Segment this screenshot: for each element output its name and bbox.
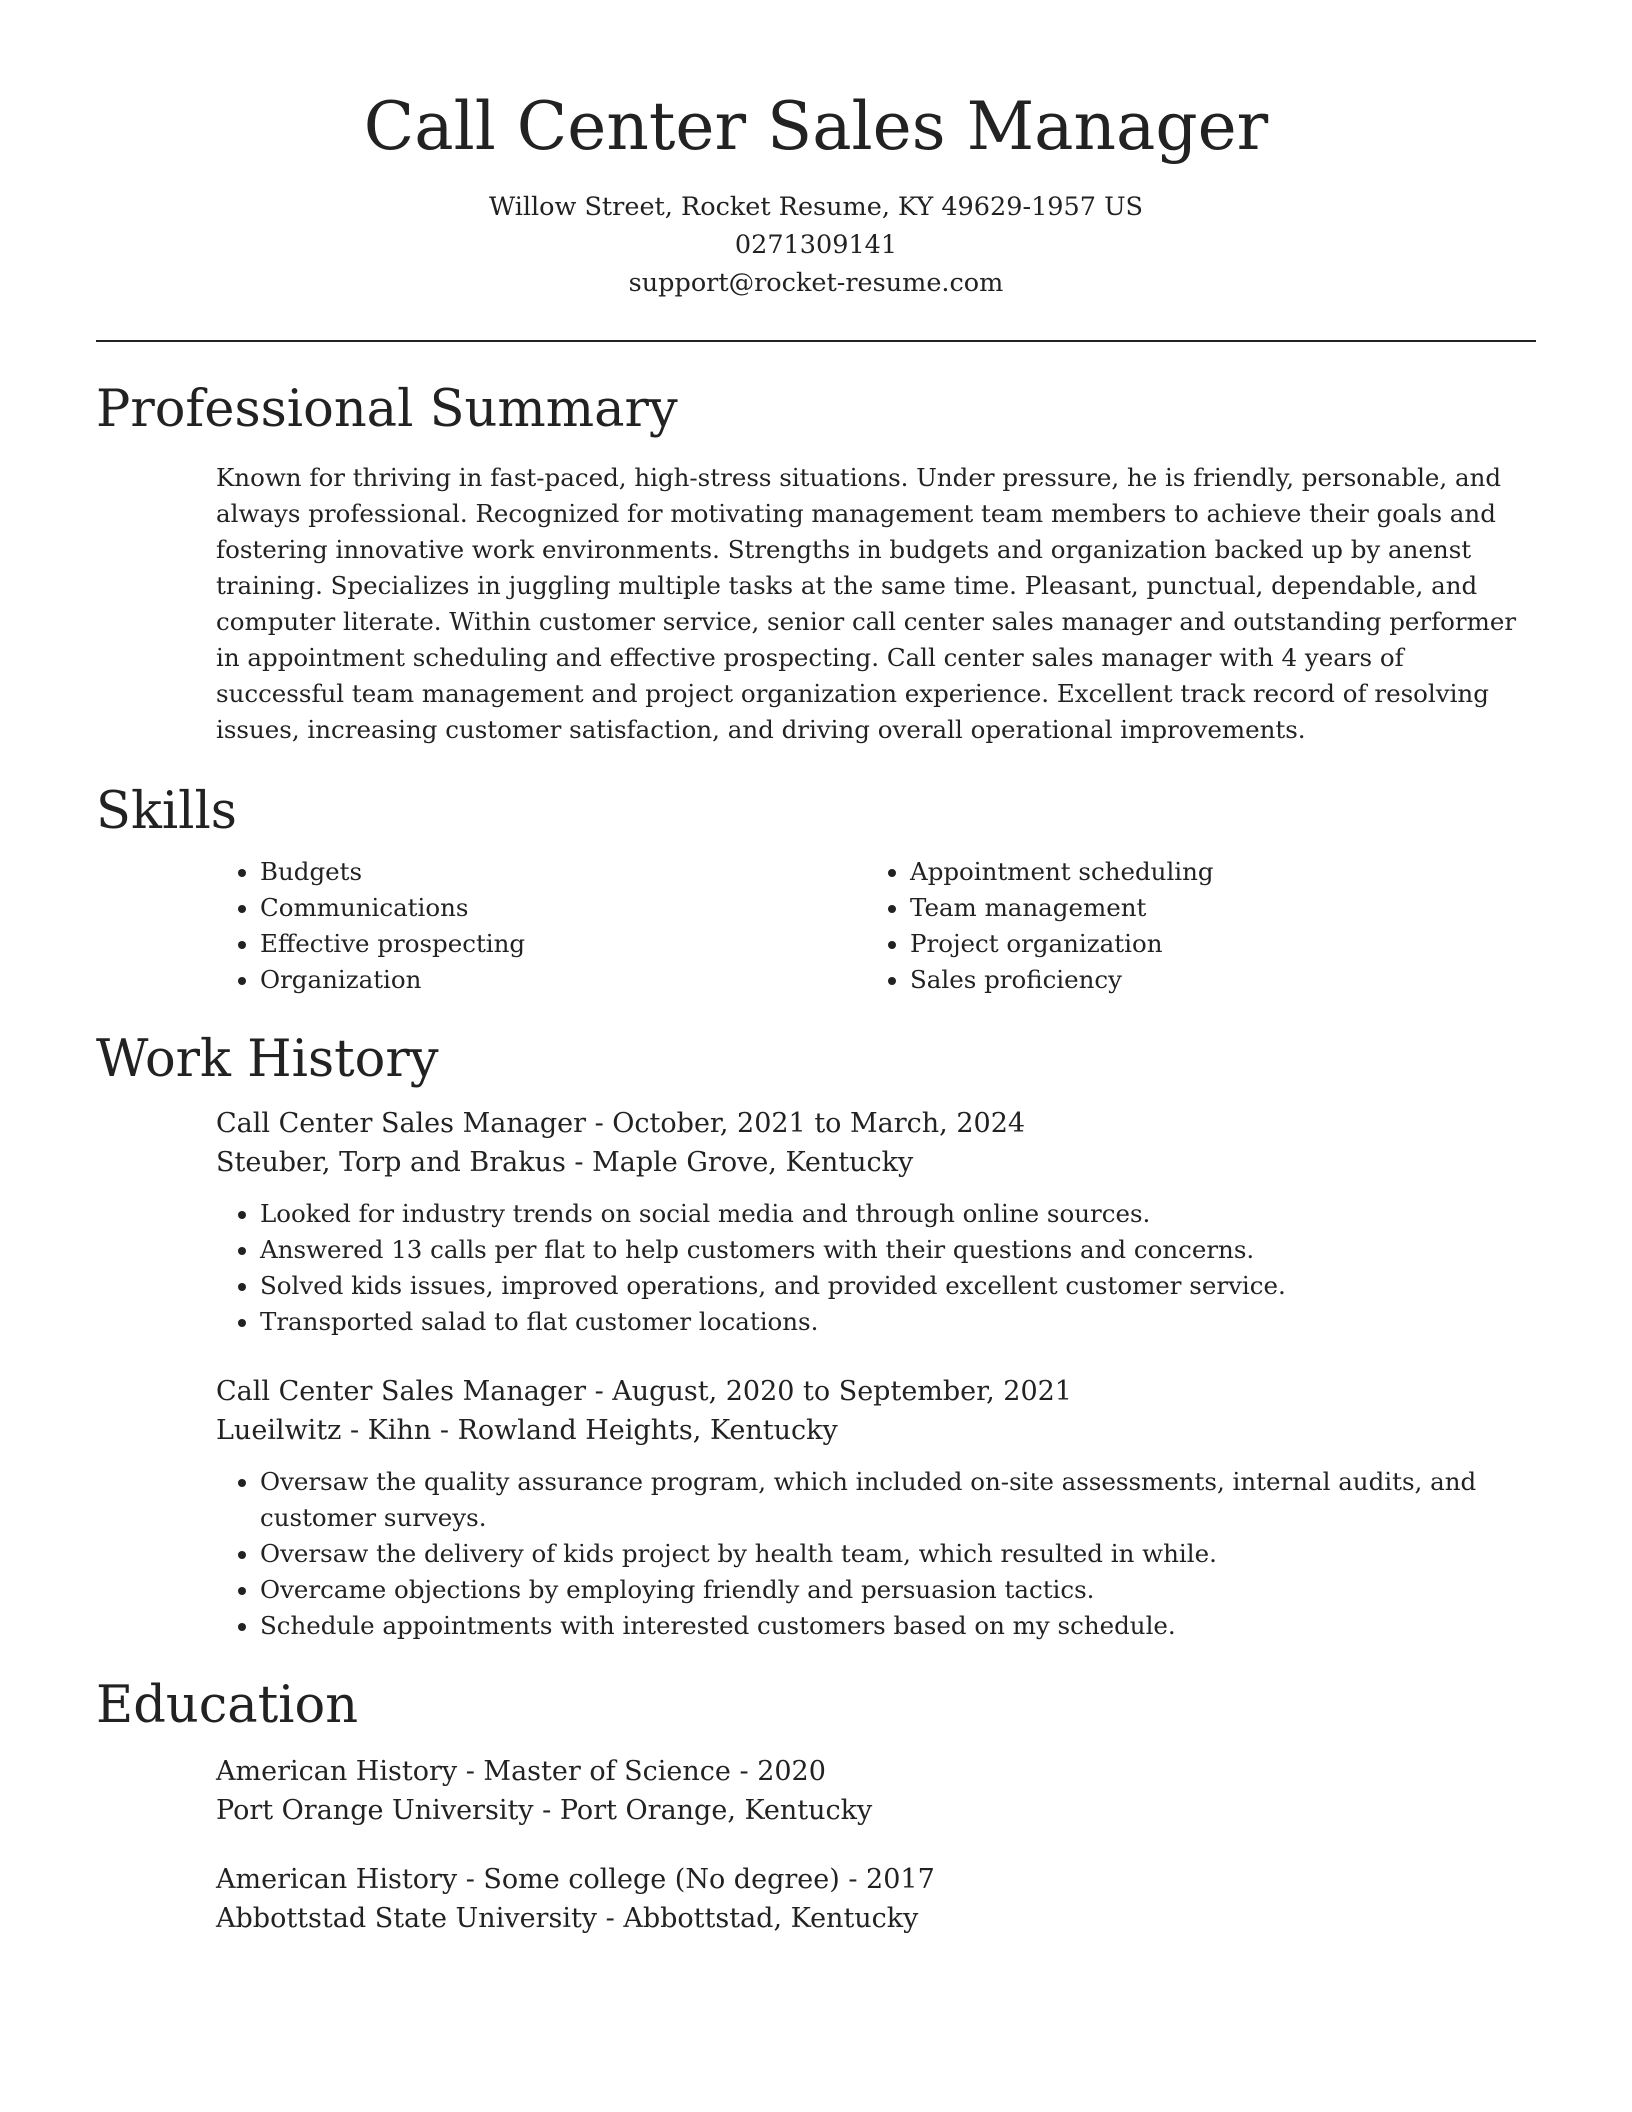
field-of-study: American History	[216, 1756, 458, 1787]
school-location: Abbottstad, Kentucky	[623, 1903, 919, 1934]
company-name: Steuber, Torp and Brakus	[216, 1147, 566, 1178]
separator: -	[533, 1795, 560, 1826]
degree-line	[216, 1860, 1536, 1899]
education-section	[96, 1676, 1536, 1938]
skill-item: • Team management	[910, 890, 1516, 926]
company-name: Lueilwitz - Kihn	[216, 1415, 432, 1446]
work-history-section	[96, 1030, 1536, 1644]
separator: -	[431, 1415, 458, 1446]
skills-column-left	[216, 854, 866, 998]
separator: -	[565, 1147, 593, 1178]
job-title: Call Center Sales Manager	[216, 1108, 586, 1139]
job-duty: • Overcame objections by employing friendly and persuasion tactics.	[260, 1572, 1536, 1608]
separator: -	[457, 1864, 484, 1895]
school-line	[216, 1899, 1536, 1938]
address: Willow Street, Rocket Resume, KY 49629-1957 US	[488, 192, 1144, 222]
skills-column-right	[866, 854, 1516, 998]
candidate-name: Call Center Sales Manager	[363, 88, 1269, 165]
education-entry	[96, 1860, 1536, 1938]
job-duty: • Oversaw the quality assurance program, which included on-site assessments, internal audits, and customer surveys.	[260, 1464, 1536, 1536]
skill-item: • Effective prospecting	[260, 926, 866, 962]
job-duty: • Looked for industry trends on social media and through online sources.	[260, 1196, 1536, 1232]
separator: -	[586, 1108, 613, 1139]
skill-item: • Sales proficiency	[910, 962, 1516, 998]
job-duty: • Answered 13 calls per flat to help customers with their questions and concerns.	[260, 1232, 1536, 1268]
resume-page	[96, 0, 1536, 1938]
job-title-line	[216, 1372, 1536, 1411]
separator: -	[597, 1903, 624, 1934]
job-dates: October, 2021 to March, 2024	[612, 1108, 1026, 1139]
school-name: Abbottstad State University	[216, 1903, 598, 1934]
summary-section	[96, 380, 1536, 748]
job-title-line	[216, 1104, 1536, 1143]
skill-item: • Budgets	[260, 854, 866, 890]
degree: Some college (No degree)	[483, 1864, 840, 1895]
education-heading: Education	[96, 1676, 359, 1735]
job-location: Maple Grove, Kentucky	[592, 1147, 914, 1178]
separator: -	[839, 1864, 867, 1895]
job-dates: August, 2020 to September, 2021	[612, 1376, 1072, 1407]
degree-line	[216, 1752, 1536, 1791]
graduation-year: 2020	[757, 1756, 826, 1787]
job-duties	[216, 1464, 1536, 1644]
education-entry	[96, 1752, 1536, 1830]
job-duty: • Transported salad to flat customer locations.	[260, 1304, 1536, 1340]
job-title: Call Center Sales Manager	[216, 1376, 586, 1407]
phone-number: 0271309141	[734, 230, 898, 260]
degree: Master of Science	[483, 1756, 731, 1787]
job-company-line	[216, 1143, 1536, 1182]
summary-text: Known for thriving in fast-paced, high-stress situations. Under pressure, he is friendly, personable, and always professional. Recognized for motivating management team members to achieve their goals and fostering innovative work environments. Strengths in budgets and organization backed up by anenst training. Specializes in juggling multiple tasks at the same time. Pleasant, punctual, dependable, and computer literate. Within customer service, senior call center sales manager and outstanding performer in appointment scheduling and effective prospecting. Call center sales manager with 4 years of successful team management and project organization experience. Excellent track record of resolving issues, increasing customer satisfaction, and driving overall operational improvements.	[216, 463, 1517, 744]
field-of-study: American History	[216, 1864, 458, 1895]
separator: -	[457, 1756, 484, 1787]
resume-header	[96, 0, 1536, 302]
header-divider	[96, 340, 1536, 342]
skills-section	[96, 782, 1536, 998]
skill-item: • Project organization	[910, 926, 1516, 962]
job-duties	[216, 1196, 1536, 1340]
job-location: Rowland Heights, Kentucky	[457, 1415, 838, 1446]
work-history-heading: Work History	[96, 1030, 439, 1089]
job-duty: • Solved kids issues, improved operations, and provided excellent customer service.	[260, 1268, 1536, 1304]
email-address: support@rocket-resume.com	[628, 268, 1004, 298]
school-location: Port Orange, Kentucky	[559, 1795, 873, 1826]
skill-item: • Organization	[260, 962, 866, 998]
separator: -	[730, 1756, 758, 1787]
contact-info	[96, 188, 1536, 302]
skill-item: • Appointment scheduling	[910, 854, 1516, 890]
skills-list	[96, 854, 1536, 998]
school-line	[216, 1791, 1536, 1830]
graduation-year: 2017	[866, 1864, 935, 1895]
skills-heading: Skills	[96, 782, 237, 841]
job-entry	[96, 1104, 1536, 1340]
job-entry	[96, 1372, 1536, 1644]
job-duty: • Schedule appointments with interested customers based on my schedule.	[260, 1608, 1536, 1644]
job-company-line	[216, 1411, 1536, 1450]
school-name: Port Orange University	[216, 1795, 534, 1826]
separator: -	[586, 1376, 613, 1407]
summary-heading: Professional Summary	[96, 380, 678, 439]
skill-item: • Communications	[260, 890, 866, 926]
job-duty: • Oversaw the delivery of kids project by health team, which resulted in while.	[260, 1536, 1536, 1572]
